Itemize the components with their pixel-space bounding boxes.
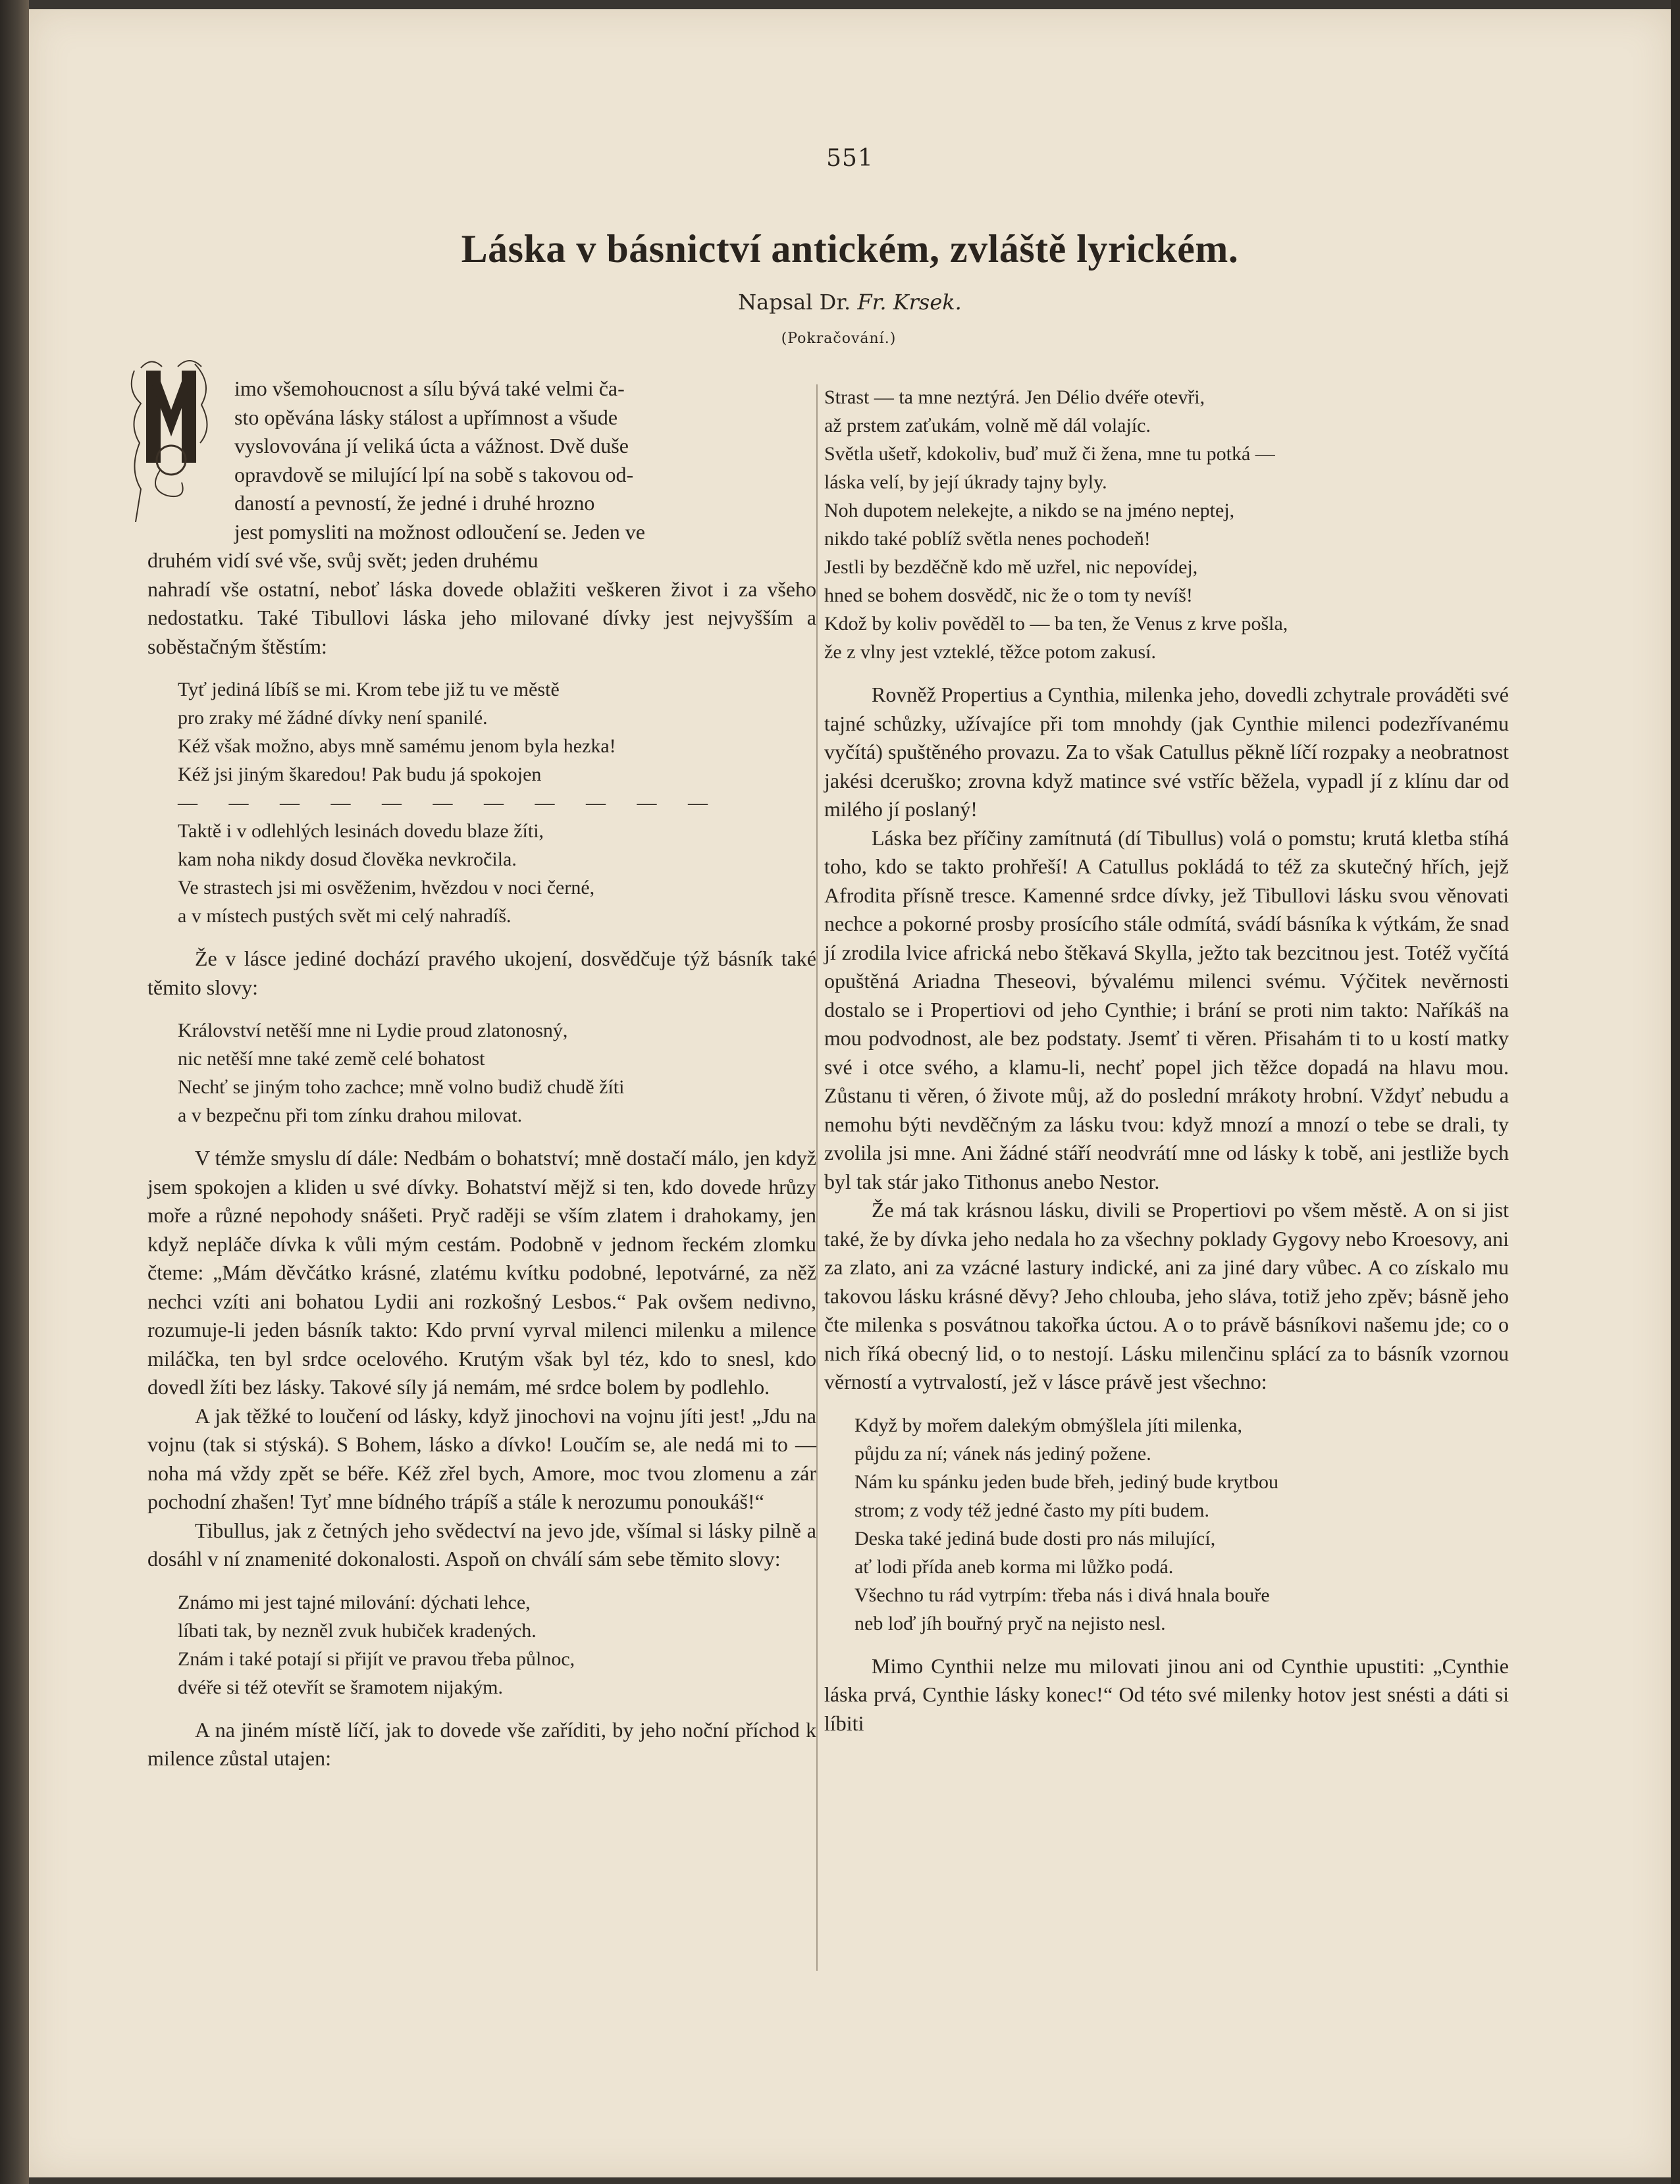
column-rule xyxy=(816,384,818,1971)
verse-line: Kéž jsi jiným škaredou! Pak budu já spokojen xyxy=(178,764,542,785)
verse-line: kam noha nikdy dosud člověka nevkročila. xyxy=(178,848,517,870)
verse-line: líbati tak, by nezněl zvuk hubiček kradených. xyxy=(178,1619,537,1642)
ornamental-initial xyxy=(121,344,220,529)
verse-separator: — — — — — — — — — — — xyxy=(178,792,721,814)
verse-line: že z vlny jest vzteklé, těžce potom zakusí. xyxy=(824,641,1156,663)
verse-tibullus-4 xyxy=(824,383,1509,666)
verse-line: Nám ku spánku jeden bude břeh, jediný bude krytbou xyxy=(854,1470,1279,1493)
paragraph: A jak těžké to loučení od lásky, když jinochovi na vojnu jíti jest! „Jdu na vojnu (tak si stýská). S Bohem, lásko a dívko! Loučím se, ale nedá mi to — noha má vždy zpět se béře. Kéž zřel bych, Amore, moc tvou zlomenu a zár pochodní zhašen! Tyť mne bídného trápíš a stále k nerozumu ponoukáš!“ xyxy=(147,1403,816,1513)
paragraph: Láska bez příčiny zamítnutá (dí Tibullus) volá o pomstu; krutá kletba stíhá toho, kdo se takto prohřeší! A Catullus pokládá to též za skutečný hřích, jejž Afrodita přísně tresce. Kamenné srdce dívky, jež Tibullovi lásku svou věnovati nechce a pokorné prosby prosícího stále odmítá, svádí básníka k výtkám, že snad jí zrodila lvice africká nebo štěkavá Skylla, ježto tak bezcitnou jest. Totéž vyčítá opuštěná Ariadna Theseovi, bývalému milenci svému. Výčitek nevěrnosti dostalo se i Propertiovi od jeho Cynthie; i brání se proti nim takto: Naříkáš na mou podvodnost, ale bez podstaty. Jsemť ti věren. Přisahám ti to u kostí matky své i otce svého, a klamu-li, nechť popel jich těžce dopadá na hlavu mou. Zůstanu ti věren, ó živote můj, až do poslední mrákoty hrobní. Vždyť nebudu a nemohu býti nevděčným za lásku tvou: když mnozí a mnozí o tebe se drali, ty zvolila jsi mne. Ani žádné stáří neodvrátí mne od lásky k tobě, ani jestliže bych byl tak stár jako Tithonus anebo Nestor. xyxy=(824,825,1509,1193)
verse-line: Nechť se jiným toho zachce; mně volno budiž chudě žíti xyxy=(178,1076,625,1098)
verse-line: ať lodi přída aneb korma mi lůžko podá. xyxy=(854,1555,1174,1578)
verse-line: dvéře si též otevřít se šramotem nijakým. xyxy=(178,1676,504,1698)
verse-line: půjdu za ní; vánek nás jediný požene. xyxy=(854,1442,1151,1465)
intro-line: opravdově se milující lpí na sobě s takovou od- xyxy=(234,462,634,486)
verse-line: Světla ušetř, kdokoliv, buď muž či žena, mne tu potká — xyxy=(824,443,1275,465)
left-column xyxy=(147,375,816,1773)
byline-author: Fr. Krsek. xyxy=(857,290,962,315)
verse-line: a v bezpečnu při tom zínku drahou milovat. xyxy=(178,1105,523,1126)
verse-line: Všechno tu rád vytrpím: třeba nás i divá hnala bouře xyxy=(854,1584,1270,1606)
verse-line: nic netěší mne také země celé bohatost xyxy=(178,1048,485,1070)
verse-line: láska velí, by její úkrady tajny byly. xyxy=(824,471,1107,493)
continuation-note: (Pokračování.) xyxy=(781,330,897,347)
verse-propertius xyxy=(854,1411,1509,1638)
paragraph: Rovněž Propertius a Cynthia, milenka jeho, dovedli zchytrale prováděti své tajné schůzky, užívajíce při tom mnohdy (jak Cynthie milenci podezřívanému vyčítá) spuštěného provazu. Za to však Catullus pěkně líčí rozpaky a neobratnost jakési dceruško; zrovna když matince své vstříc běžela, vypadl jí z klínu dar od milého jí poslaný! xyxy=(824,683,1509,821)
verse-line: a v místech pustých svět mi celý nahradíš. xyxy=(178,905,512,927)
intro-line: sto opěvána lásky stálost a upřímnost a všude xyxy=(234,405,618,429)
page-number: 551 xyxy=(826,145,874,172)
verse-line: Znám i také potají si přijít ve pravou třeba půlnoc, xyxy=(178,1648,575,1670)
paragraph: Že má tak krásnou lásku, divili se Propertiovi po všem městě. A on si jist také, že by dívka jeho nedala ho za všechny poklady Gygovy nebo Kroesovy, ani za zlato, ani za vzácné lastury indické, ani za jiné dary vůbec. A co získalo mu takovou lásku krásné děvy? Jeho chlouba, jeho sláva, totiž jeho zpěv; básně jeho čte milenka s posvátnou takořka úctou. A o to právě básníkovi našemu jde; co o nich říká obecný lid, o to nestojí. Lásku milenčinu splácí za to básník vzornou věrností a vytrvalostí, jež v lásce právě jest všechno: xyxy=(824,1198,1509,1393)
paragraph: Tibullus, jak z četných jeho svědectví na jevo jde, všímal si lásky pilně a dosáhl v ní znamenité dokonalosti. Aspoň on chválí sám sebe těmito slovy: xyxy=(147,1518,816,1571)
verse-line: Deska také jediná bude dosti pro nás milující, xyxy=(854,1527,1216,1549)
verse-line: Strast — ta mne neztýrá. Jen Délio dvéře otevři, xyxy=(824,386,1205,408)
verse-tibullus-3 xyxy=(178,1588,816,1702)
verse-line: neb loď jíh bouřný pryč na nejisto nesl. xyxy=(854,1612,1166,1634)
intro-rest: nahradí vše ostatní, neboť láska dovede oblažiti veškeren život i za všeho nedostatku. Také Tibullovi láska jeho milované dívky jest nejvyšším a soběstačným štěstím: xyxy=(147,577,816,658)
verse-line: Tyť jediná líbíš se mi. Krom tebe již tu ve městě xyxy=(178,679,560,700)
verse-line: Když by mořem dalekým obmýšlela jíti milenka, xyxy=(854,1414,1243,1436)
verse-line: Taktě i v odlehlých lesinách dovedu blaze žíti, xyxy=(178,820,544,842)
right-column xyxy=(824,383,1509,1738)
verse-line: Známo mi jest tajné milování: dýchati lehce, xyxy=(178,1591,531,1613)
scanned-page xyxy=(29,9,1671,2177)
verse-tibullus-2 xyxy=(178,1016,816,1130)
intro-line: imo všemohoucnost a sílu bývá také velmi ča- xyxy=(234,377,625,400)
intro-line: daností a pevností, že jedné i druhé hrozno xyxy=(234,491,595,515)
intro-paragraph xyxy=(147,375,816,661)
intro-line: druhém vidí své vše, svůj svět; jeden druhému xyxy=(147,548,538,572)
article-title: Láska v básnictví antickém, zvláště lyrickém. xyxy=(461,227,1239,271)
paragraph: A na jiném místě líčí, jak to dovede vše zaříditi, by jeho noční příchod k milence zůstal utajen: xyxy=(147,1717,816,1770)
paragraph: Mimo Cynthii nelze mu milovati jinou ani od Cynthie upustiti: „Cynthie láska prvá, Cynthie lásky konec!“ Od této své milenky hotov jest snésti a dáti si líbiti xyxy=(824,1653,1509,1735)
ornamental-initial-m-icon xyxy=(121,344,220,529)
verse-line: Kdož by koliv pověděl to — ba ten, že Venus z krve pošla, xyxy=(824,613,1288,635)
byline xyxy=(29,290,1671,315)
paragraph: V témže smyslu dí dále: Nedbám o bohatství; mně dostačí málo, jen když jsem spokojen a kliden u své dívky. Bohatství mějž si ten, kdo dovede hrůzy moře a různé nepohody snášeti. Pryč raději se vším zlatem i drahokamy, jen když nepláče dívka k vůli mým cestám. Podobně v jednom řeckém zlomku čteme: „Mám děvčátko krásné, zlatému kvítku podobné, lepotvárné, za něž nechci vzíti ani bohatou Lydii ani rozkošný Lesbos.“ Pak ovšem nedivno, rozumuje-li jeden básník takto: Kdo první vyrval milenci milenku a milence miláčka, ten byl srdce ocelového. Krutým však byl téz, kdo to snesl, kdo dovedl žíti bez lásky. Takové síly já nemám, mé srdce bolem by podlehlo. xyxy=(147,1146,816,1399)
page-edge xyxy=(1671,0,1680,2184)
verse-line: Noh dupotem nelekejte, a nikdo se na jméno neptej, xyxy=(824,500,1235,521)
verse-line: Jestli by bezděčně kdo mě uzřel, nic nepovídej, xyxy=(824,556,1198,578)
byline-prefix: Napsal Dr. xyxy=(738,290,851,315)
verse-line: Kéž však možno, abys mně samému jenom byla hezka! xyxy=(178,735,616,757)
verse-line: Království netěší mne ni Lydie proud zlatonosný, xyxy=(178,1020,568,1041)
intro-line: jest pomysliti na možnost odloučení se. Jeden ve xyxy=(234,519,645,544)
paragraph: Že v lásce jediné dochází pravého ukojení, dosvědčuje týž básník také těmito slovy: xyxy=(147,947,816,999)
verse-line: Ve strastech jsi mi osvěženim, hvězdou v noci černé, xyxy=(178,877,595,898)
verse-tibullus-1 xyxy=(178,675,816,930)
verse-line: pro zraky mé žádné dívky není spanilé. xyxy=(178,707,488,729)
verse-line: až prstem zaťukám, volně mě dál volajíc. xyxy=(824,415,1151,436)
verse-line: nikdo také poblíž světla nenes pochodeň! xyxy=(824,528,1151,550)
verse-line: strom; z vody též jedné často my píti budem. xyxy=(854,1499,1210,1521)
verse-line: hned se bohem dosvědč, nic že o tom ty nevíš! xyxy=(824,585,1193,606)
book-gutter xyxy=(0,0,29,2184)
intro-line: vyslovována jí veliká úcta a vážnost. Dvě duše xyxy=(234,434,629,457)
